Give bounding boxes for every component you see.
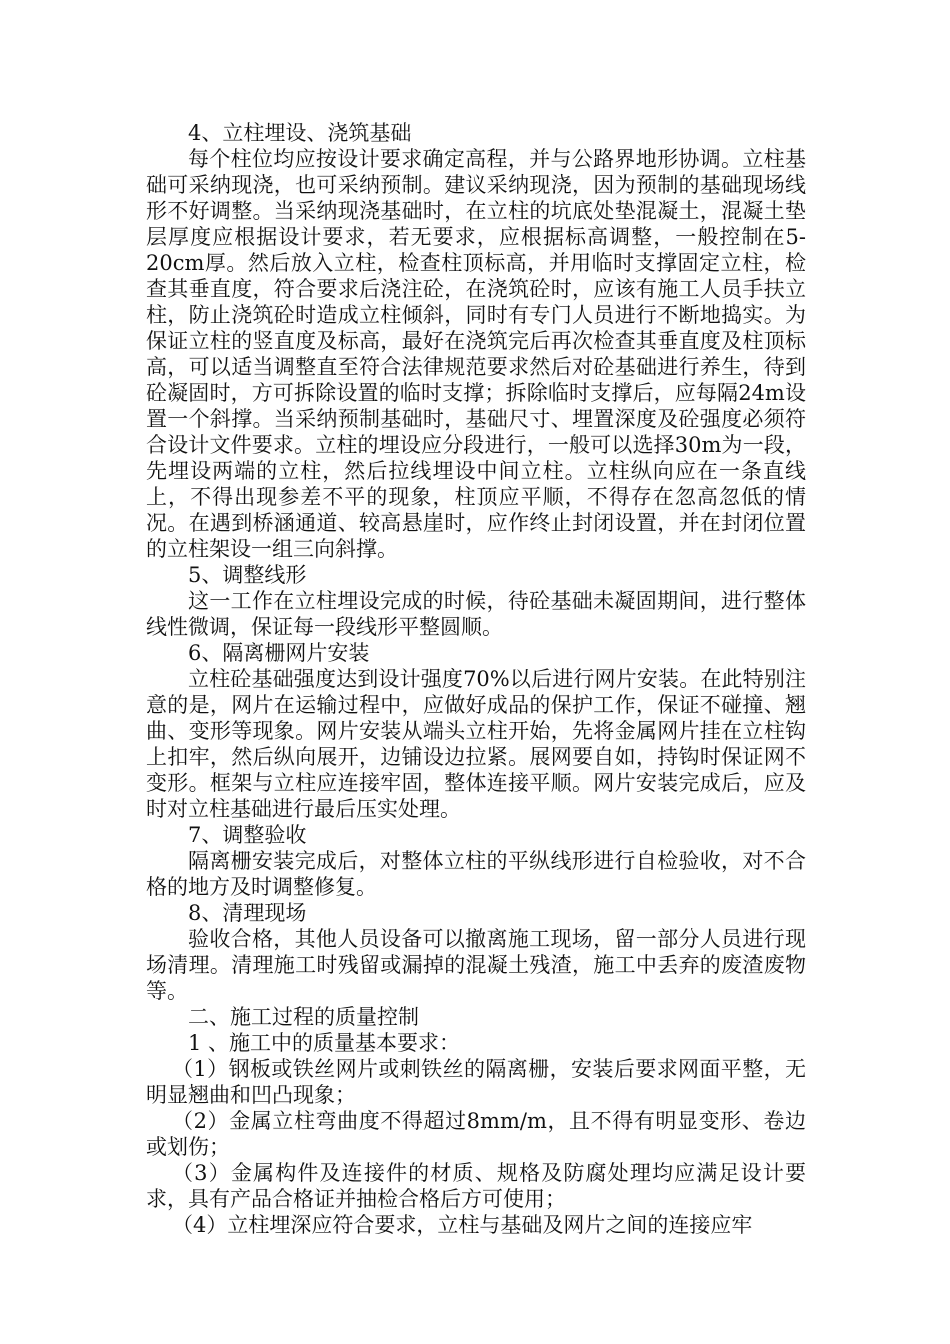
paragraph-adjust-alignment: 这一工作在立柱埋设完成的时候，待砼基础未凝固期间，进行整体线性微调，保证每一段线形平整圆顺。 [146, 589, 806, 639]
requirement-item-1: （1）钢板或铁丝网片或刺铁丝的隔离栅，安装后要求网面平整，无明显翘曲和凹凸现象； [146, 1057, 806, 1107]
section-heading-8: 8、清理现场 [188, 901, 307, 925]
subsection-heading-basic-requirements: 1 、施工中的质量基本要求： [188, 1031, 461, 1055]
document-page [146, 120, 806, 1238]
paragraph-acceptance: 隔离栅安装完成后，对整体立柱的平纵线形进行自检验收，对不合格的地方及时调整修复。 [146, 849, 806, 899]
section-heading-7: 7、调整验收 [188, 823, 307, 847]
paragraph-mesh-installation: 立柱砼基础强度达到设计强度70%以后进行网片安装。在此特别注意的是，网片在运输过程中，应做好成品的保护工作，保证不碰撞、翘曲、变形等现象。网片安装从端头立柱开始，先将金属网片挂在立柱钩上扣牢，然后纵向展开，边铺设边拉紧。展网要自如，持钩时保证网不变形。框架与立柱应连接牢固，整体连接平顺。网片安装完成后，应及时对立柱基础进行最后压实处理。 [146, 667, 806, 821]
requirement-item-4: （4）立柱埋深应符合要求，立柱与基础及网片之间的连接应牢 [172, 1213, 753, 1237]
section-heading-6: 6、隔离栅网片安装 [188, 641, 370, 665]
paragraph-site-cleanup: 验收合格，其他人员设备可以撤离施工现场，留一部分人员进行现场清理。清理施工时残留或漏掉的混凝土残渣，施工中丢弃的废渣废物等。 [146, 927, 806, 1003]
section-heading-4: 4、立柱埋设、浇筑基础 [188, 121, 412, 145]
paragraph-column-foundation: 每个柱位均应按设计要求确定高程，并与公路界地形协调。立柱基础可采纳现浇，也可采纳预制。建议采纳现浇，因为预制的基础现场线形不好调整。当采纳现浇基础时，在立柱的坑底处垫混凝土，混凝土垫层厚度应根据设计要求，若无要求，应根据标高调整，一般控制在5-20cm厚。然后放入立柱，检查柱顶标高，并用临时支撑固定立柱，检查其垂直度，符合要求后浇注砼，在浇筑砼时，应该有施工人员手扶立柱，防止浇筑砼时造成立柱倾斜，同时有专门人员进行不断地捣实。为保证立柱的竖直度及标高，最好在浇筑完后再次检查其垂直度及柱顶标高，可以适当调整直至符合法律规范要求然后对砼基础进行养生，待到砼凝固时，方可拆除设置的临时支撑；拆除临时支撑后，应每隔24m设置一个斜撑。当采纳预制基础时，基础尺寸、埋置深度及砼强度必须符合设计文件要求。立柱的埋设应分段进行，一般可以选择30m为一段，先埋设两端的立柱，然后拉线埋设中间立柱。立柱纵向应在一条直线上，不得出现参差不平的现象，柱顶应平顺，不得存在忽高忽低的情况。在遇到桥涵通道、较高悬崖时，应作终止封闭设置，并在封闭位置的立柱架设一组三向斜撑。 [146, 147, 806, 561]
requirement-item-3: （3）金属构件及连接件的材质、规格及防腐处理均应满足设计要求，具有产品合格证并抽检合格后方可使用； [146, 1161, 806, 1211]
requirement-item-2: （2）金属立柱弯曲度不得超过8mm/m，且不得有明显变形、卷边或划伤； [146, 1109, 806, 1159]
chapter-heading-quality-control: 二、施工过程的质量控制 [188, 1005, 419, 1029]
section-heading-5: 5、调整线形 [188, 563, 307, 587]
